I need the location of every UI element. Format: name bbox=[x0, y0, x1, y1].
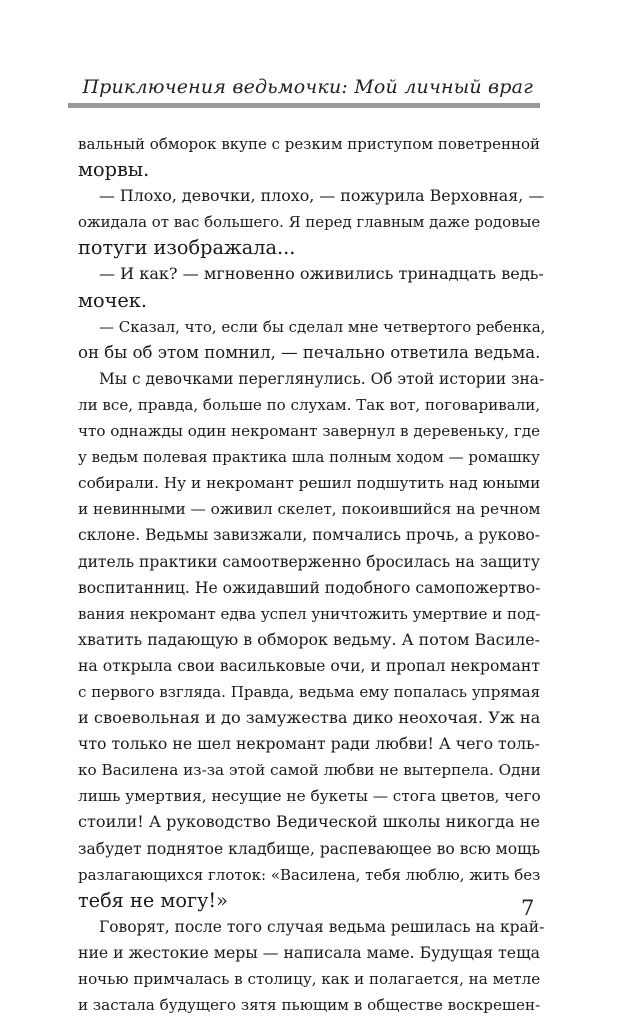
text-line: ли все, правда, больше по слухам. Так вот, поговаривали, bbox=[78, 395, 541, 414]
text-line: на открыла свои васильковые очи, и пропал некромант bbox=[78, 655, 541, 675]
text-line: он бы об этом помнил, — печально ответила ведьма. bbox=[78, 342, 541, 362]
text-line: хватить падающую в обморок ведьму. А потом Василе- bbox=[78, 629, 540, 649]
body-text bbox=[78, 131, 546, 1018]
text-line: мочек. bbox=[78, 288, 147, 312]
text-line: что однажды один некромант завернул в деревеньку, где bbox=[78, 422, 541, 441]
text-line: разлагающихся глоток: «Василена, тебя люблю, жить без bbox=[78, 865, 541, 884]
text-line: тебя не могу!» bbox=[78, 888, 228, 912]
text-line: — И как? — мгновенно оживились тринадцать ведь- bbox=[99, 264, 544, 284]
running-header-title: Приключения ведьмочки: Мой личный враг bbox=[82, 76, 533, 98]
text-line: у ведьм полевая практика шла полным ходом — ромашку bbox=[78, 448, 541, 467]
page-number: 7 bbox=[521, 896, 535, 920]
text-line: — Плохо, девочки, плохо, — пожурила Верховная, — bbox=[99, 186, 545, 206]
header-rule bbox=[68, 103, 540, 108]
text-line: ночью примчалась в столицу, как и полагается, на метле bbox=[78, 970, 541, 988]
text-line: лишь умертвия, несущие не букеты — стога цветов, чего bbox=[78, 787, 541, 806]
text-line: что только не шел некромант ради любви! А чего толь- bbox=[78, 734, 540, 754]
text-line: Говорят, после того случая ведьма решилась на край- bbox=[99, 917, 545, 936]
text-line: с первого взгляда. Правда, ведьма ему попалась упрямая bbox=[78, 682, 541, 701]
text-line: склоне. Ведьмы завизжали, помчались прочь, а руково- bbox=[78, 526, 540, 545]
text-line: морвы. bbox=[78, 158, 150, 182]
text-line: дитель практики самоотверженно бросилась на защиту bbox=[78, 552, 541, 571]
text-line: вания некромант едва успел уничтожить умертвие и под- bbox=[78, 604, 541, 623]
text-line: Мы с девочками переглянулись. Об этой истории зна- bbox=[99, 369, 545, 388]
text-line: ожидала от вас большего. Я перед главным даже родовые bbox=[78, 213, 541, 232]
text-line: — Сказал, что, если бы сделал мне четвертого ребенка, bbox=[99, 317, 546, 336]
text-line: ко Василена из-за этой самой любви не вытерпела. Одни bbox=[78, 761, 541, 780]
text-line: вальный обморок вкупе с резким приступом поветренной bbox=[78, 135, 540, 153]
text-line: ние и жестокие меры — написала маме. Будущая теща bbox=[78, 942, 540, 962]
text-line: и своевольная и до замужества дико неохочая. Уж на bbox=[78, 708, 541, 728]
text-line: воспитанниц. Не ожидавший подобного самопожертво- bbox=[78, 578, 541, 597]
text-line: стоили! А руководство Ведической школы никогда не bbox=[78, 812, 540, 832]
text-line: и невинными — оживил скелет, покоившийся на речном bbox=[78, 500, 541, 519]
text-line: потуги изображала... bbox=[78, 236, 296, 260]
text-line: и застала будущего зятя пьющим в обществе воскрешен- bbox=[78, 996, 541, 1015]
text-line: собирали. Ну и некромант решил подшутить над юными bbox=[78, 474, 541, 493]
text-line: забудет поднятое кладбище, распевающее во всю мощь bbox=[78, 839, 541, 858]
